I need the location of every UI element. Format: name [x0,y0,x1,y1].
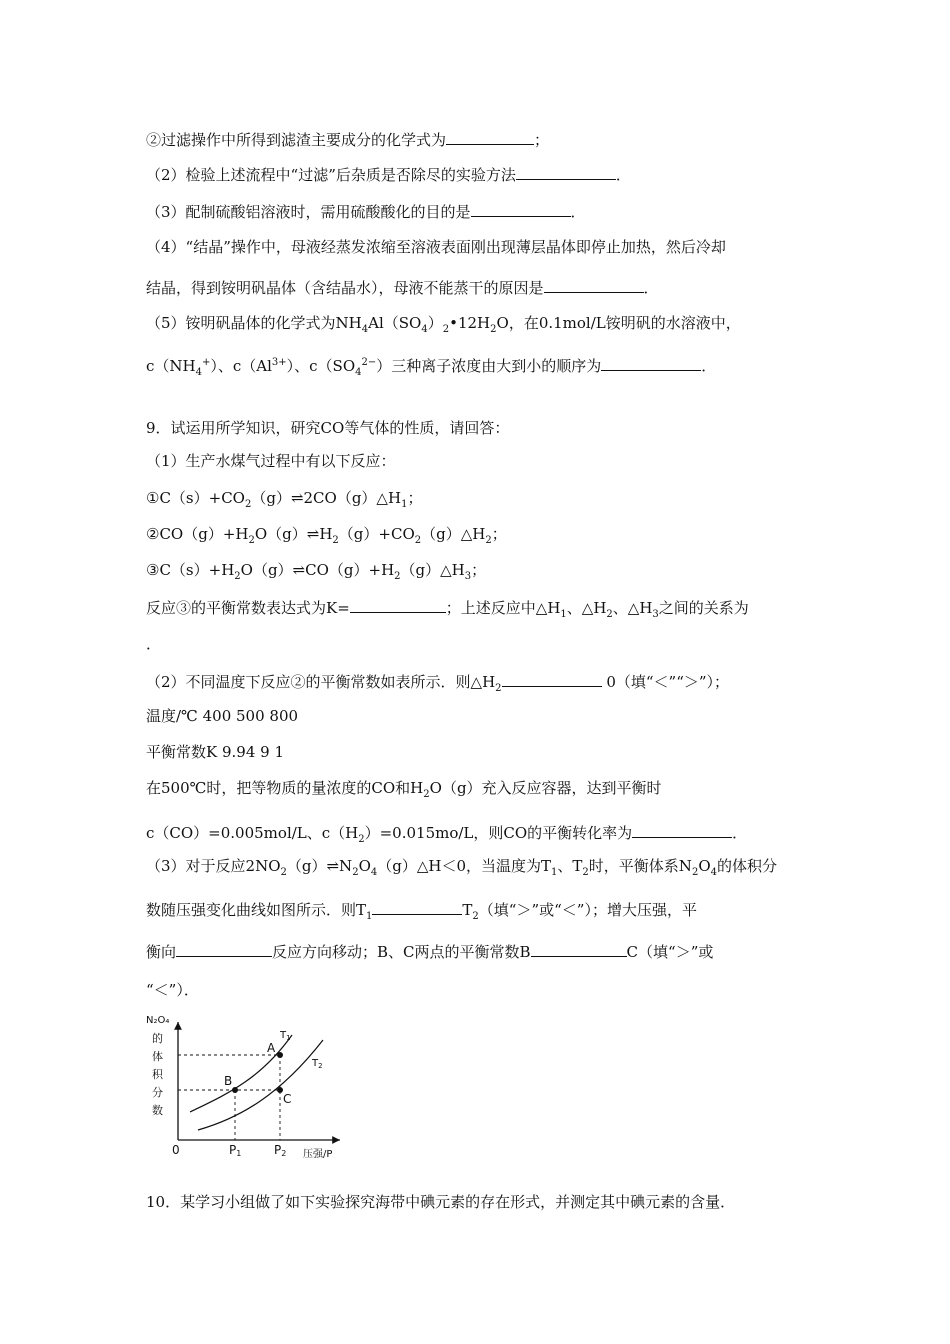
y-axis-char: 体 [152,1050,163,1063]
label-t1: $T_1$ [280,1030,291,1042]
y-axis-title: N₂O₄ [146,1015,170,1026]
answer-blank[interactable] [544,276,644,293]
q9-1-intro: （1）生产水煤气过程中有以下反应： [146,452,396,470]
label-b: B [224,1074,233,1088]
q10-title: 10．某学习小组做了如下实验探究海带中碘元素的存在形式，并测定其中碘元素的含量． [146,1193,736,1211]
answer-blank[interactable] [516,163,616,180]
answer-blank[interactable] [176,940,272,957]
y-axis-char: 积 [152,1068,163,1081]
n2o4-pressure-figure [140,1010,350,1160]
q9-2-conversion: c（CO）=0.005mol/L、$c(H_2)=0.015mo/L$，则CO的平衡转化率为 ． [146,821,747,843]
point-b [232,1087,238,1093]
y-axis-char: 的 [152,1032,163,1045]
answer-blank[interactable] [471,200,571,217]
q8-5-ion-order: $c(NH_4^+)$、$c(Al^{3+})$、$c(SO_4^{2-})$三种离子浓度由大到小的顺序为 ． [146,354,716,376]
q8-2-test-method: （2）检验上述流程中“过滤”后杂质是否除尽的实验方法 ． [146,163,631,185]
q9-3-reaction: （3）对于反应$2NO_2(g)\rightleftharpoons N_2O_4(g)\triangle H<0$，当温度为$T_1$、$T_2$时，平衡体系$N_2O_4$的体积分 [146,857,778,878]
origin-label: 0 [172,1143,180,1157]
curve-t1 [190,1035,292,1112]
table-k-row: 平衡常数K 9.94 9 1 [146,743,284,761]
label-c: C [283,1092,292,1106]
q9-3-temperature: 数随压强变化曲线如图所示．则$T_1$ $T_2$（填“＞”或“＜”）；增大压强，平 [146,898,697,920]
answer-blank[interactable] [502,670,602,687]
answer-blank[interactable] [446,128,534,145]
q9-2-500c: 在500℃时，把等物质的量浓度的CO和$H_2O(g)$充入反应容器，达到平衡时 [146,779,662,800]
y-axis-char: 数 [152,1104,163,1117]
q9-2-sign: （2）不同温度下反应②的平衡常数如表所示．则$\triangle H_2$ 0（填“＜”“＞”）； [146,670,729,692]
reaction-1: $①C(s)+CO_2(g)\rightleftharpoons 2CO(g)\triangle H_1$； [146,489,423,510]
dangling-period: ． [146,635,162,653]
answer-blank[interactable] [350,596,446,613]
q9-title: 9．试运用所学知识，研究CO等气体的性质，请回答： [146,419,510,437]
q9-3-end: “＜”）． [146,981,199,999]
x-axis-title: 压强/P [303,1149,333,1160]
table-temperature-row: 温度/℃ 400 500 800 [146,707,299,725]
answer-blank[interactable] [632,821,732,838]
tick-p2: P2 [274,1143,287,1158]
y-axis-char: 分 [152,1086,163,1099]
q9-3-direction: 衡向 反应方向移动；B、C两点的平衡常数B C（填“＞”或 [146,940,713,962]
k-expression: 反应③的平衡常数表达式为K= ；上述反应中$\triangle H_1$、$\triangle H_2$、$\triangle H_3$之间的关系为 [146,596,749,618]
q8-filter-residue: ②过滤操作中所得到滤渣主要成分的化学式为 ； [146,128,549,150]
curve-t2 [198,1040,323,1130]
answer-blank[interactable] [531,940,627,957]
point-a [277,1052,283,1058]
answer-blank[interactable] [601,354,701,371]
reaction-2: $②CO(g)+H_2O(g)\rightleftharpoons H_2(g)+CO_2(g)\triangle H_2$； [146,525,507,546]
q8-5-formula: （5）铵明矾晶体的化学式为$NH_4Al(SO_4)_2•12H_2O$，在0.1mol/L铵明矾的水溶液中， [146,314,741,335]
q8-3-acidify-purpose: （3）配制硫酸铝溶液时，需用硫酸酸化的目的是 ． [146,200,586,222]
q8-4-crystallize-line2: 结晶，得到铵明矾晶体（含结晶水），母液不能蒸干的原因是 ． [146,276,659,298]
label-t2: $T_2$ [312,1058,323,1070]
reaction-3: $③C(s)+H_2O(g)\rightleftharpoons CO(g)+H_2(g)\triangle H_3$； [146,561,487,582]
answer-blank[interactable] [372,898,462,915]
label-a: A [267,1041,276,1055]
q8-4-crystallize-line1: （4）“结晶”操作中，母液经蒸发浓缩至溶液表面刚出现薄层晶体即停止加热，然后冷却 [146,238,726,256]
tick-p1: P1 [229,1143,242,1158]
